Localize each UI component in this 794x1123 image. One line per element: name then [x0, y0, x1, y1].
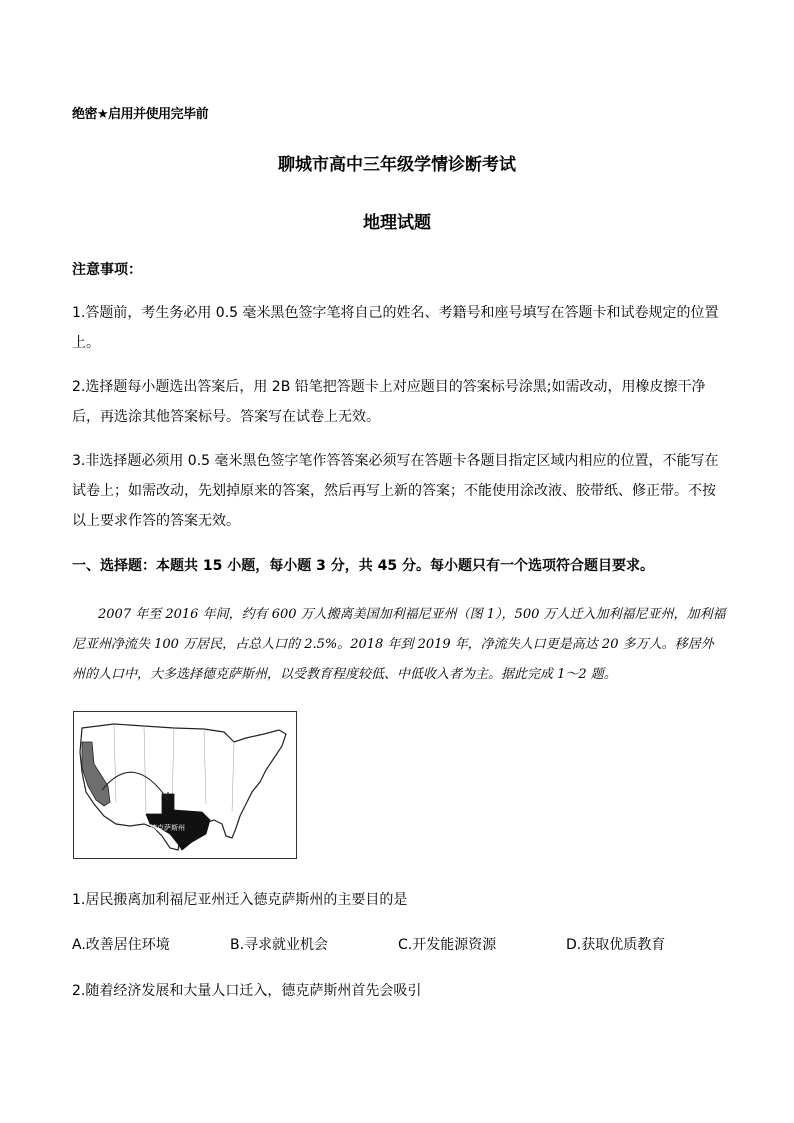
option-b[interactable]: B.寻求就业机会 — [230, 937, 329, 953]
usa-map-graphic — [74, 712, 296, 858]
usa-migration-map — [73, 711, 297, 859]
question-1-stem: 1.居民搬离加利福尼亚州迁入德克萨斯州的主要目的是 — [72, 892, 408, 908]
question-2-stem: 2.随着经济发展和大量人口迁入，德克萨斯州首先会吸引 — [72, 983, 422, 999]
confidential-mark: 绝密★启用并使用完毕前 — [72, 107, 209, 122]
exam-subject: 地理试题 — [363, 213, 431, 233]
notice-item-2: 2.选择题每小题选出答案后，用 2B 铅笔把答题卡上对应题目的答案标号涂黑;如需改动，用橡皮擦干净后，再选涂其他答案标号。答案写在试卷上无效。 — [72, 379, 706, 425]
option-a[interactable]: A.改善居住环境 — [72, 937, 170, 953]
reading-passage: 2007 年至 2016 年间，约有 600 万人搬离美国加利福尼亚州（图 1），500 万人迁入加利福尼亚州，加利福尼亚州净流失 100 万居民，占总人口的 2.5%。2018 年到 2019 年，净流失人口更是高达 20 多万人。移居外州的人口中，大多选择德克萨斯州，以受教育程度较低、中低收入者为主。据此完成 1～2 题。 — [72, 607, 726, 682]
section-heading: 一、选择题：本题共 15 小题，每小题 3 分，共 45 分。每小题只有一个选项符合题目要求。 — [72, 558, 654, 574]
exam-title: 聊城市高中三年级学情诊断考试 — [278, 155, 516, 175]
notice-item-3: 3.非选择题必须用 0.5 毫米黑色签字笔作答答案必须写在答题卡各题目指定区域内相应的位置，不能写在试卷上；如需改动，先划掉原来的答案，然后再写上新的答案；不能使用涂改液、胶带纸、修正带。不按以上要求作答的答案无效。 — [72, 453, 719, 529]
texas-label: 德克萨斯州 — [150, 824, 185, 832]
option-c[interactable]: C.开发能源资源 — [398, 937, 497, 953]
option-d[interactable]: D.获取优质教育 — [566, 937, 666, 953]
notice-item-1: 1.答题前，考生务必用 0.5 毫米黑色签字笔将自己的姓名、考籍号和座号填写在答题卡和试卷规定的位置上。 — [72, 305, 719, 351]
notice-heading: 注意事项： — [72, 262, 142, 278]
